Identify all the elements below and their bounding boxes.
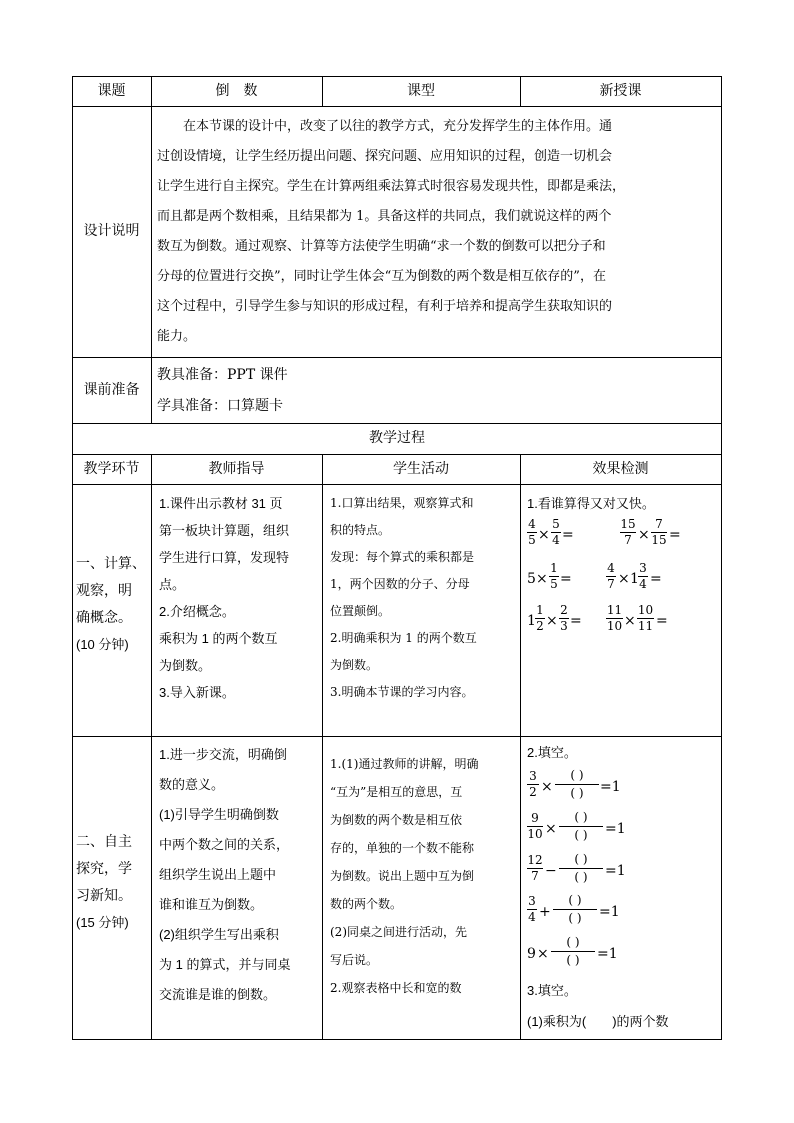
design-line: 在本节课的设计中，改变了以往的教学方式，充分发挥学生的主体作用。通 xyxy=(157,119,613,134)
col-student: 学生活动 xyxy=(393,461,449,477)
check3-line: (1)乘积为( )的两个数 xyxy=(527,1014,669,1029)
design-line: 让学生进行自主探究。学生在计算两组乘法算式时很容易发现共性，即都是乘法， xyxy=(157,179,626,194)
section2-teacher: 1.进一步交流，明确倒 数的意义。 (1)引导学生明确倒数 中两个数之间的关系， 组织学生说出上题中 谁和谁互为倒数。 (2)组织学生写出乘积 为 1 的算式，并与同桌 交流谁是谁的倒数。 xyxy=(159,747,291,1002)
process-title: 教学过程 xyxy=(369,430,425,446)
design-line: 分母的位置进行交换”，同时让学生体会“互为倒数的两个数是相互依存的”，在 xyxy=(157,269,606,284)
col-teacher: 教师指导 xyxy=(208,461,265,477)
design-line: 数互为倒数。通过观察、计算等方法使学生明确“求一个数的倒数可以把分子和 xyxy=(157,239,606,254)
design-label: 设计说明 xyxy=(83,223,140,239)
design-line: 过创设情境，让学生经历提出问题、探究问题、应用知识的过程，创造一切机会 xyxy=(157,149,613,164)
col-check: 效果检测 xyxy=(592,461,649,477)
topic-value: 倒 数 xyxy=(215,83,258,99)
type-value: 新授课 xyxy=(599,83,642,99)
check2-title: 2.填空。 xyxy=(527,745,577,760)
type-label: 课型 xyxy=(407,83,435,99)
design-line: 而且都是两个数相乘，且结果都为 1。具备这样的共同点，我们就说这样的两个 xyxy=(157,209,612,224)
prep-teacher: 教具准备：PPT 课件 xyxy=(157,367,288,383)
section1-teacher: 1.课件出示教材 31 页 第一板块计算题，组织 学生进行口算，发现特 点。 2.介绍概念。 乘积为 1 的两个数互 为倒数。 3.导入新课。 xyxy=(159,496,290,700)
design-text xyxy=(157,112,719,352)
check3-title: 3.填空。 xyxy=(527,983,577,998)
section2-student: 1.(1)通过教师的讲解，明确 “互为”是相互的意思，互 为倒数的两个数是相互依 存的，单独的一个数不能称 为倒数。说出上题中互为倒 数的两个数。 (2)同桌之间进行活动，先 写后说。 2.观察表格中长和宽的数 xyxy=(330,757,479,995)
section2-stage: 二、自主 探究，学 习新知。 (15 分钟) xyxy=(76,833,132,930)
check1-title: 1.看谁算得又对又快。 xyxy=(527,496,655,511)
design-line: 能力。 xyxy=(157,329,197,344)
topic-label: 课题 xyxy=(97,83,126,99)
section1-stage: 一、计算、 观察，明 确概念。 (10 分钟) xyxy=(76,555,146,652)
prep-student: 学具准备：口算题卡 xyxy=(157,398,283,414)
col-stage: 教学环节 xyxy=(83,461,140,477)
prep-label: 课前准备 xyxy=(83,382,140,398)
design-line: 这个过程中，引导学生参与知识的形成过程，有利于培养和提高学生获取知识的 xyxy=(157,299,613,314)
section1-student: 1.口算出结果，观察算式和 积的特点。 发现：每个算式的乘积都是 1，两个因数的分子、分母 位置颠倒。 2.明确乘积为 1 的两个数互 为倒数。 3.明确本节课的学习内容。 xyxy=(330,496,477,699)
